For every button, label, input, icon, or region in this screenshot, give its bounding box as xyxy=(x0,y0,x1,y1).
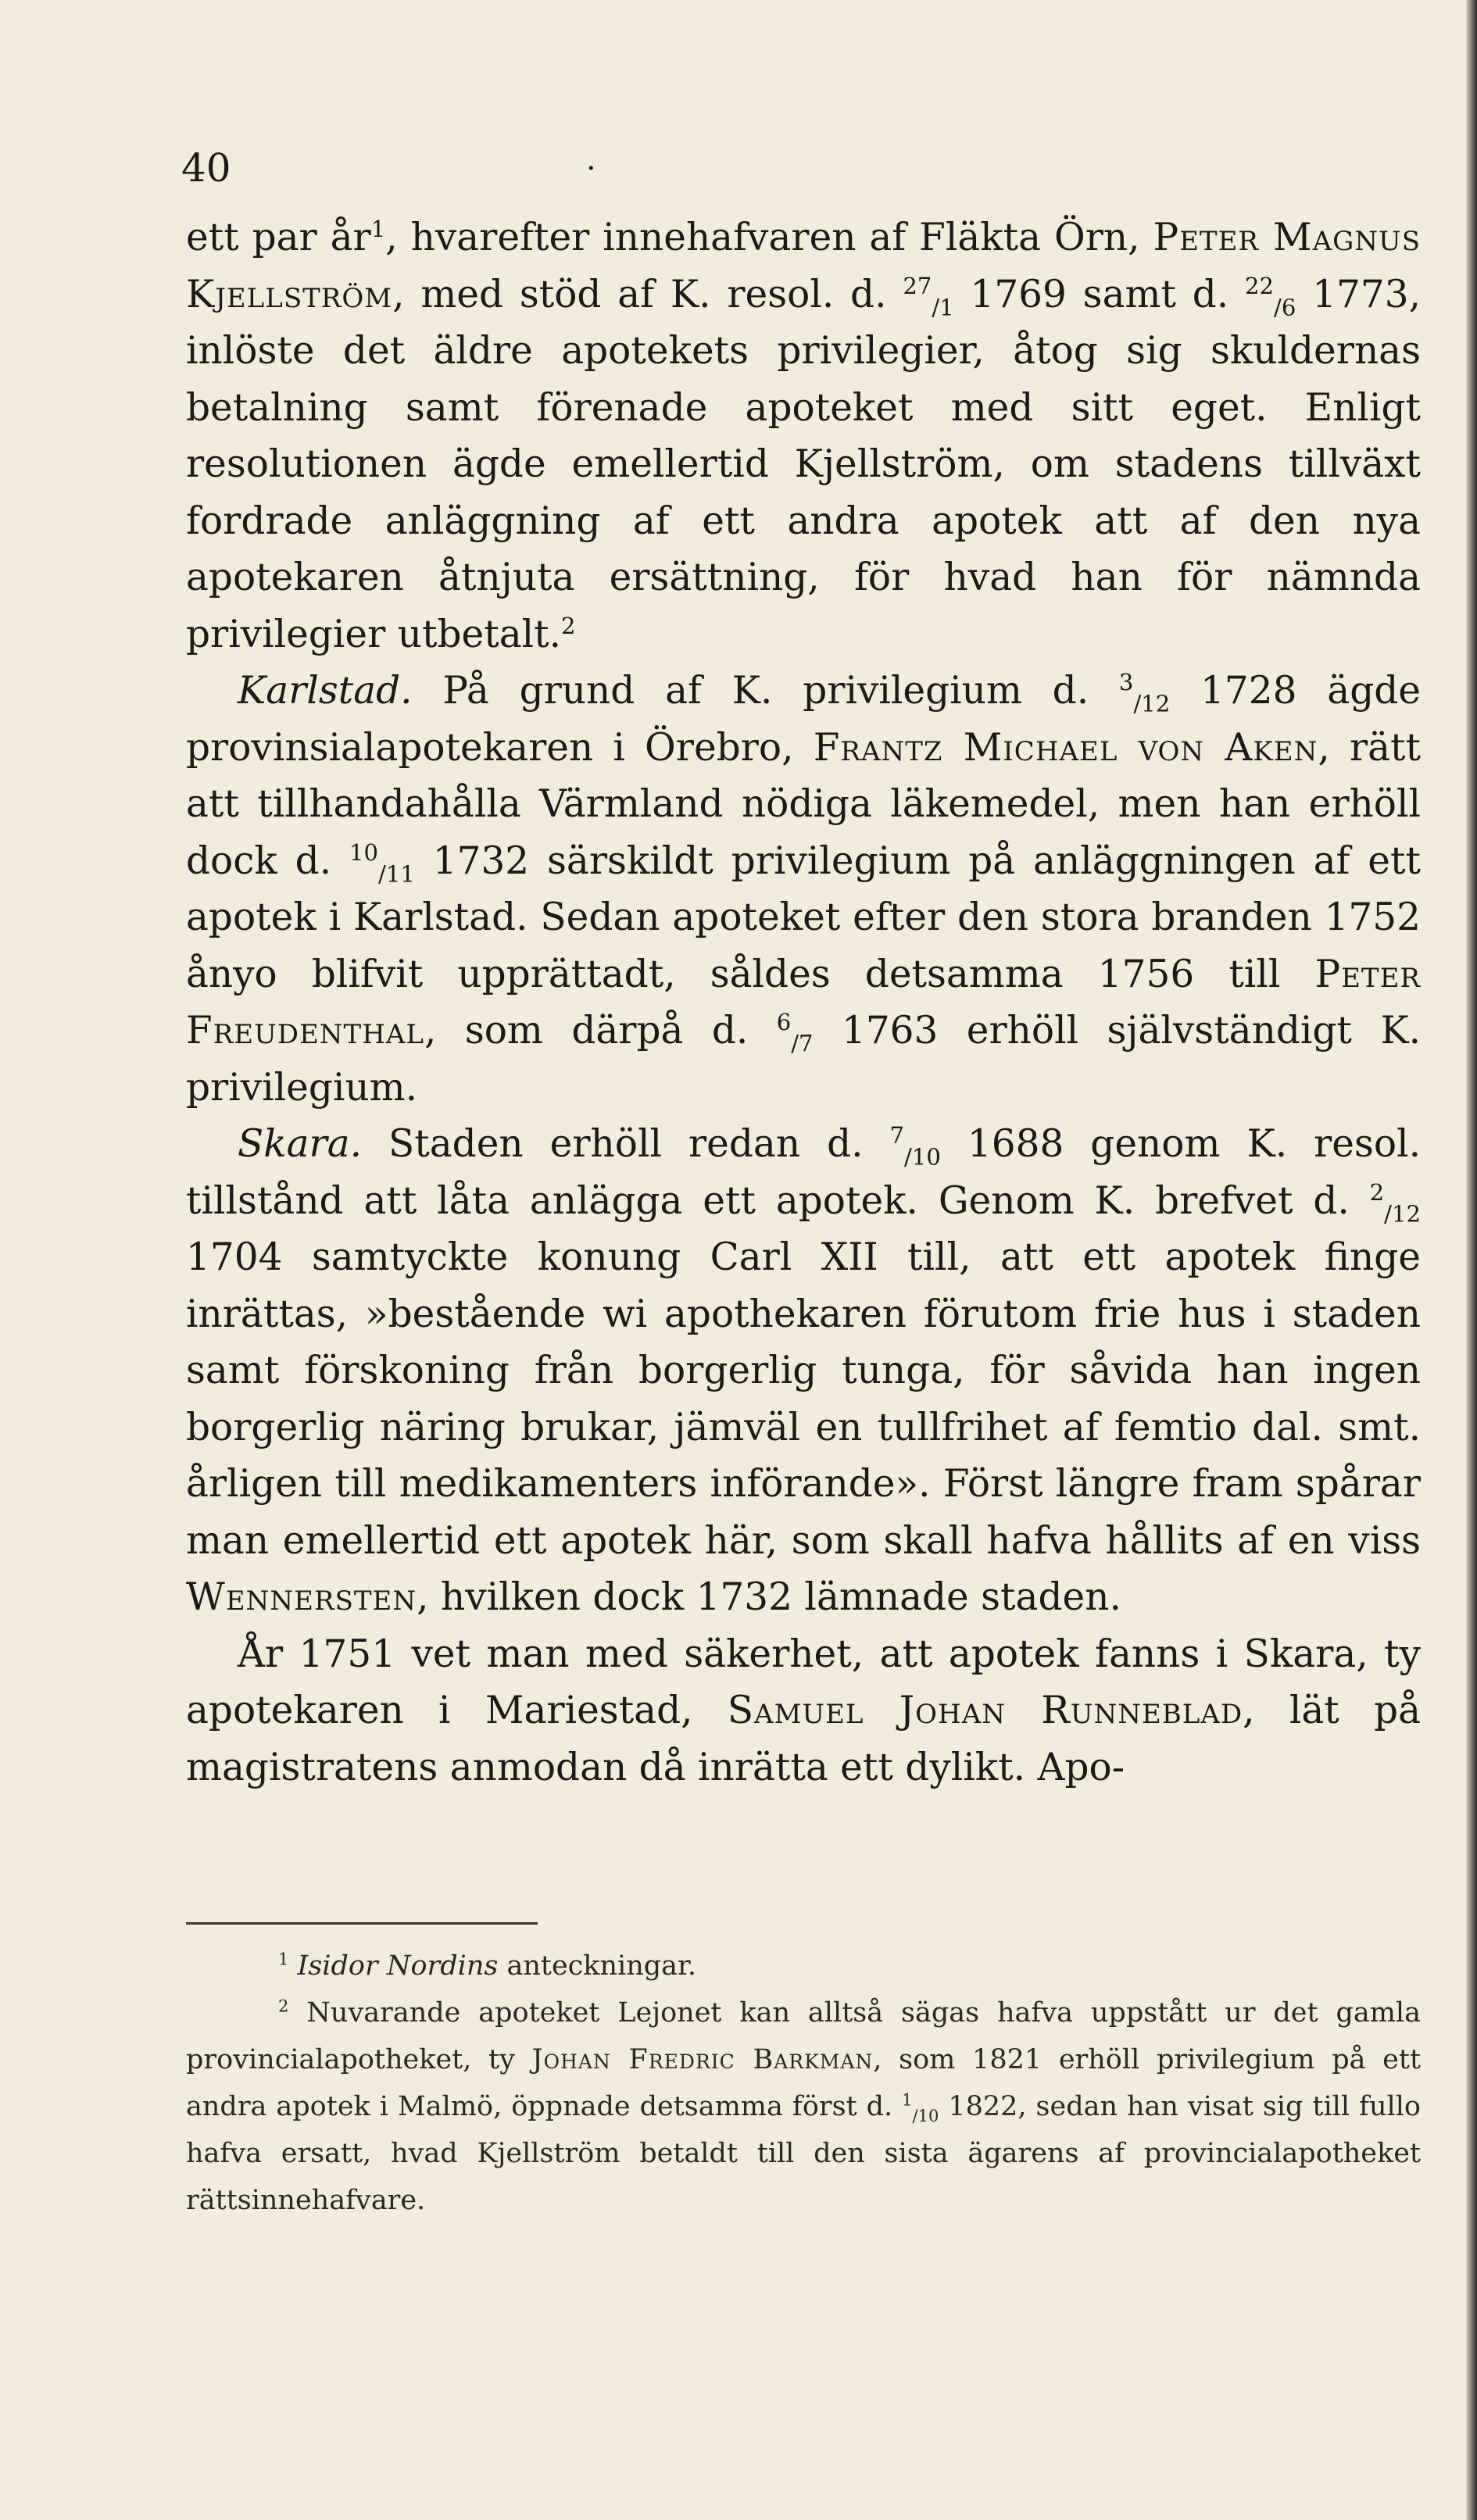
person-name: Samuel Johan Runneblad xyxy=(727,1689,1243,1732)
header-dot: · xyxy=(586,151,596,187)
page-number: 40 xyxy=(181,145,231,191)
page-edge-shadow xyxy=(1466,0,1477,2520)
footnote-ref-2: 2 xyxy=(561,612,576,639)
paragraph-karlstad: Karlstad. På grund af K. privilegium d. $^3_{/12}$ 1728 ägde provinsialapotekaren i Örebro, Frantz Michael von Aken, rätt att tillhandahålla Värmland nödiga läkemedel, men han erhöll dock d. $^{10}_{/11}$ 1732 särskildt privilegium på anläggningen af ett apotek i Karlstad. Sedan apoteket efter den stora branden 1752 ånyo blifvit upprättadt, såldes detsamma 1756 till Peter Freudenthal, som därpå d. $^6_{/7}$ 1763 erhöll självständigt K. privilegium. xyxy=(186,668,1421,1110)
footnote-2: $^2$ Nuvarande apoteket Lejonet kan alltså sägas hafva uppstått ur det gamla provincialapotheket, ty Johan Fredric Barkman, som 1821 erhöll privilegium på ett andra apotek i Malmö, öppnade detsamma först d. $^1_{/10}$ 1822, sedan han visat sig till fullo hafva ersatt, hvad Kjellström betaldt till den sista ägarens af provincialapotheket rättsinnehafvare. xyxy=(186,1996,1422,2216)
body-text xyxy=(186,209,1421,1796)
person-name: Frantz Michael von Aken xyxy=(813,725,1318,770)
footnotes xyxy=(186,1943,1421,2224)
footnote-ref-1: 1 xyxy=(370,215,386,242)
footnote-rule xyxy=(186,1922,538,1925)
section-heading-skara: Skara. xyxy=(238,1122,363,1166)
person-name: Peter Magnus Kjellström xyxy=(186,216,1421,316)
paragraph-1: ett par $år^1$, hvarefter innehafvaren af Fläkta Örn, Peter Magnus Kjellström, med stöd af K. resol. d. $^{27}_{/1}$ 1769 samt d. $^{22}_{/6}$ 1773, inlöste det äldre apotekets privilegier, åtog sig skuldernas betalning samt förenade apoteket med sitt eget. Enligt resolutionen ägde emellertid Kjellström, om stadens tillväxt fordrade anläggning af ett andra apotek att af den nya apotekaren åtnjuta ersättning, för hvad han för nämnda privilegier utbetalt.$^2$ xyxy=(186,215,1421,656)
person-name: Peter Freudenthal xyxy=(186,952,1421,1053)
section-heading-karlstad: Karlstad. xyxy=(238,669,413,713)
footnote-1: $^1$ Isidor Nordins anteckningar. xyxy=(278,1950,697,1982)
paragraph-skara: Skara. Staden erhöll redan d. $^7_{/10}$ 1688 genom K. resol. tillstånd att låta anlägga ett apotek. Genom K. brefvet d. $^2_{/12}$ 1704 samtyckte konung Carl XII till, att ett apotek finge inrättas, »bestående wi apothekaren förutom frie hus i staden samt förskoning från borgerlig tunga, för såvida han ingen borgerlig näring brukar, jämväl en tullfrihet af femtio dal. smt. årligen till medikamenters införande». Först längre fram spårar man emellertid ett apotek här, som skall hafva hållits af en viss Wennersten, hvilken dock 1732 lämnade staden. xyxy=(186,1121,1422,1619)
person-name: Johan Fredric Barkman xyxy=(531,2044,874,2075)
paragraph-4: År 1751 vet man med säkerhet, att apotek fanns i Skara, ty apotekaren i Mariestad, Samuel Johan Runneblad, lät på magistratens anmodan då inrätta ett dylikt. Apo- xyxy=(186,1632,1421,1789)
author-name: Isidor Nordins xyxy=(297,1950,499,1982)
person-name: Wennersten xyxy=(186,1575,417,1619)
